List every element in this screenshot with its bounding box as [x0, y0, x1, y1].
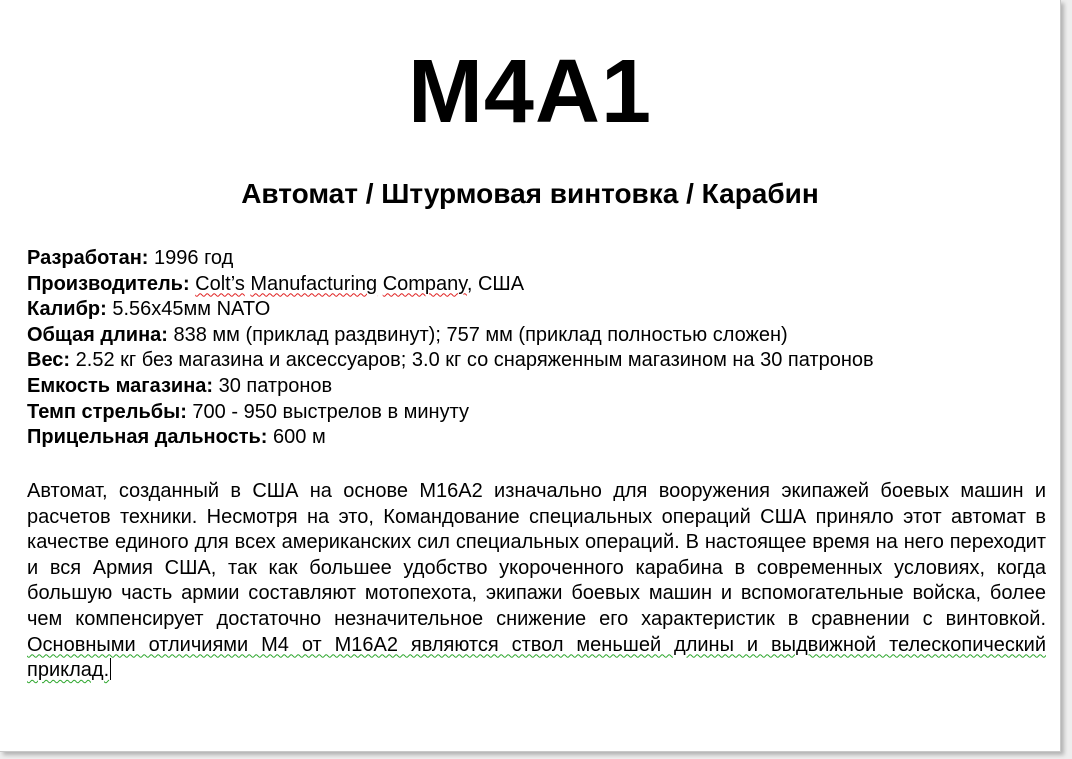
- spec-row-magazine: [27, 374, 1047, 400]
- spec-value: 30 патронов: [213, 374, 333, 397]
- text-cursor: [110, 658, 111, 680]
- document-subtitle: Автомат / Штурмовая винтовка / Карабин: [241, 178, 819, 209]
- spec-row-manufacturer: [27, 272, 1047, 298]
- spec-value: 5.56x45мм NATO: [106, 298, 271, 321]
- spec-value: 838 мм (приклад раздвинут); 757 мм (приклад полностью сложен): [167, 323, 788, 346]
- spec-row-length: [27, 323, 1047, 349]
- spec-row-weight: [27, 348, 1047, 374]
- spec-label: Емкость магазина:: [27, 374, 214, 397]
- spec-row-rate-of-fire: [27, 400, 1047, 426]
- spellcheck-word[interactable]: Manufacturing: [250, 272, 378, 295]
- grammar-flagged-sentence[interactable]: Основными отличиями M4 от M16A2 являются ствол меньшей длины и выдвижной телескопический приклад.: [27, 633, 1046, 682]
- spec-value: 600 м: [267, 426, 326, 449]
- spec-row-developed: [27, 246, 1047, 272]
- paragraph-text: Автомат, созданный в США на основе M16A2 изначально для вооружения экипажей боевых машин и расчетов техники. Несмотря на это, Командование специальных операций США приняло этот автомат в качестве единого для всех американских сил специальных операций. В настоящее время на него переходит и вся Армия США, так как большее удобство укороченного карабина в современных условиях, когда большую часть армии составляют мотопехота, экипажи боевых машин и вспомогательные войска, более чем компенсирует достаточно незначительное снижение его характеристик в сравнении с винтовкой.: [27, 480, 1046, 630]
- spec-value: 1996 год: [148, 247, 234, 269]
- spec-value: 700 - 950 выстрелов в минуту: [186, 400, 469, 423]
- spec-label: Вес:: [27, 349, 71, 372]
- spellcheck-word[interactable]: Colt’s: [195, 272, 245, 295]
- description-paragraph[interactable]: [27, 479, 1046, 684]
- spec-label: Калибр:: [27, 298, 107, 321]
- spec-value: , США: [466, 272, 525, 295]
- spec-value: 2.52 кг без магазина и аксессуаров; 3.0 кг со снаряженным магазином на 30 патронов: [70, 349, 874, 372]
- document-title: M4A1: [407, 42, 653, 142]
- spec-label: Разработан:: [27, 247, 149, 269]
- spec-label: Прицельная дальность:: [27, 426, 268, 449]
- spec-label: Темп стрельбы:: [27, 400, 187, 423]
- spec-row-caliber: [27, 297, 1047, 323]
- spec-list: [27, 246, 1047, 451]
- spellcheck-word[interactable]: Company: [382, 272, 467, 295]
- spec-label: Общая длина:: [27, 323, 168, 346]
- spec-row-range: [27, 425, 1047, 451]
- spec-label: Производитель:: [27, 272, 190, 295]
